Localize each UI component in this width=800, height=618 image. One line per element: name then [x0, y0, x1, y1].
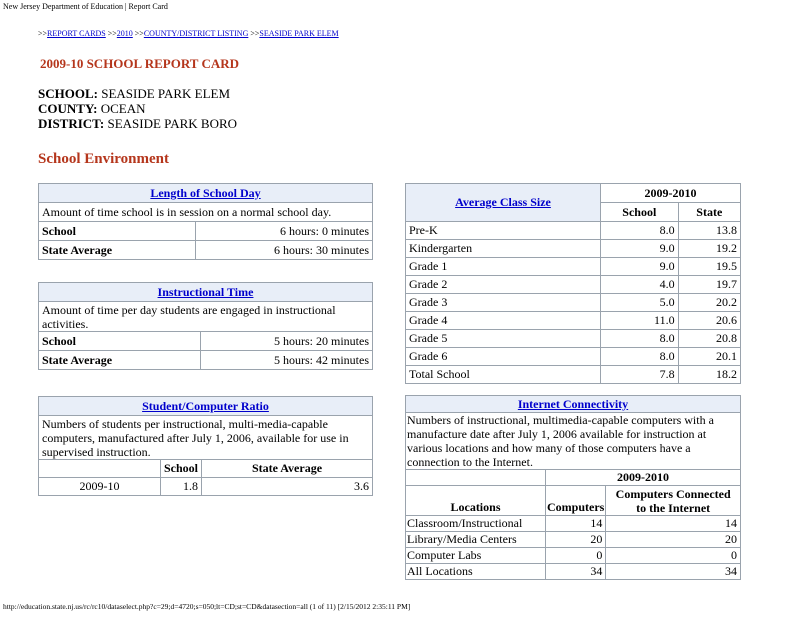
school-label: SCHOOL: [38, 86, 98, 101]
school-size: 8.0 [601, 330, 679, 348]
instructional-time-desc: Amount of time per day students are engaged in instructional activities. [39, 302, 373, 332]
district-label: DISTRICT: [38, 116, 105, 131]
computers-count: 34 [546, 564, 606, 580]
internet-desc: Numbers of instructional, multimedia-capable computers with a manufacture date after July 1, 2006 available for instruction at various locations and how many of those computers have a connection to the Internet. [406, 413, 741, 470]
state-size: 20.6 [678, 312, 740, 330]
breadcrumb-school[interactable]: SEASIDE PARK ELEM [259, 29, 339, 38]
row-label: School [39, 332, 201, 351]
connected-count: 20 [606, 532, 741, 548]
state-size: 13.8 [678, 222, 740, 240]
school-size: 8.0 [601, 222, 679, 240]
instructional-time-link[interactable]: Instructional Time [39, 283, 373, 302]
grade-label: Kindergarten [406, 240, 601, 258]
state-size: 19.5 [678, 258, 740, 276]
year-cell: 2009-10 [39, 478, 161, 496]
computers-count: 14 [546, 516, 606, 532]
connected-count: 34 [606, 564, 741, 580]
computers-count: 20 [546, 532, 606, 548]
location-label: All Locations [406, 564, 546, 580]
row-label: School [39, 222, 196, 241]
instructional-time-table [38, 282, 373, 370]
row-value: 6 hours: 30 minutes [196, 241, 373, 260]
grade-label: Grade 3 [406, 294, 601, 312]
col-state-average: State Average [202, 460, 373, 478]
county-label: COUNTY: [38, 101, 98, 116]
window-title: New Jersey Department of Education | Report Card [3, 2, 168, 11]
school-size: 9.0 [601, 240, 679, 258]
row-value: 5 hours: 42 minutes [201, 351, 373, 370]
length-of-day-link[interactable]: Length of School Day [39, 184, 373, 203]
state-size: 20.1 [678, 348, 740, 366]
col-locations: Locations [406, 486, 546, 516]
grade-label: Pre-K [406, 222, 601, 240]
breadcrumb-2010[interactable]: 2010 [116, 29, 133, 38]
class-size-table [405, 183, 741, 384]
school-info [38, 86, 237, 131]
school-ratio: 1.8 [161, 478, 202, 496]
row-value: 6 hours: 0 minutes [196, 222, 373, 241]
breadcrumb-report-cards[interactable]: REPORT CARDS [47, 29, 106, 38]
col-computers: Computers [546, 486, 606, 516]
internet-year: 2009-2010 [546, 470, 741, 486]
length-of-day-table [38, 183, 373, 260]
page-footer-url: http://education.state.nj.us/rc/rc10/dataselect.php?c=29;d=4720;s=050;lt=CD;st=CD&datasection=all (1 of 11) [2/15/2012 2:35:11 PM] [3, 602, 411, 611]
state-ratio: 3.6 [202, 478, 373, 496]
grade-label: Grade 4 [406, 312, 601, 330]
row-label: State Average [39, 351, 201, 370]
breadcrumb-county-district[interactable]: COUNTY/DISTRICT LISTING [143, 29, 249, 38]
county-value: OCEAN [100, 101, 146, 116]
breadcrumb [38, 29, 339, 38]
state-size: 19.2 [678, 240, 740, 258]
computer-ratio-link[interactable]: Student/Computer Ratio [39, 397, 373, 416]
row-value: 5 hours: 20 minutes [201, 332, 373, 351]
internet-link[interactable]: Internet Connectivity [406, 396, 741, 413]
school-size: 11.0 [601, 312, 679, 330]
col-connected: Computers Connected to the Internet [606, 486, 741, 516]
col-school: School [161, 460, 202, 478]
school-size: 7.8 [601, 366, 679, 384]
location-label: Library/Media Centers [406, 532, 546, 548]
internet-table [405, 395, 741, 580]
state-size: 19.7 [678, 276, 740, 294]
school-size: 4.0 [601, 276, 679, 294]
location-label: Computer Labs [406, 548, 546, 564]
computers-count: 0 [546, 548, 606, 564]
computer-ratio-desc: Numbers of students per instructional, multi-media-capable computers, manufactured after July 1, 2006, available for use in supervised instruction. [39, 416, 373, 460]
class-size-year: 2009-2010 [601, 184, 741, 203]
state-size: 20.8 [678, 330, 740, 348]
state-size: 20.2 [678, 294, 740, 312]
breadcrumb-sep: >> [248, 29, 260, 38]
breadcrumb-sep: >> [132, 29, 144, 38]
connected-count: 14 [606, 516, 741, 532]
school-value: SEASIDE PARK ELEM [101, 86, 231, 101]
computer-ratio-table [38, 396, 373, 496]
state-size: 18.2 [678, 366, 740, 384]
location-label: Classroom/Instructional [406, 516, 546, 532]
district-value: SEASIDE PARK BORO [107, 116, 238, 131]
section-title: School Environment [38, 151, 169, 167]
col-school: School [601, 203, 679, 222]
breadcrumb-sep: >> [38, 29, 48, 38]
school-size: 8.0 [601, 348, 679, 366]
length-of-day-desc: Amount of time school is in session on a normal school day. [39, 203, 373, 222]
empty-header [39, 460, 161, 478]
school-size: 5.0 [601, 294, 679, 312]
class-size-link[interactable]: Average Class Size [406, 184, 601, 222]
grade-label: Total School [406, 366, 601, 384]
breadcrumb-sep: >> [105, 29, 117, 38]
connected-count: 0 [606, 548, 741, 564]
col-state: State [678, 203, 740, 222]
report-title: 2009-10 SCHOOL REPORT CARD [40, 56, 240, 71]
grade-label: Grade 1 [406, 258, 601, 276]
row-label: State Average [39, 241, 196, 260]
grade-label: Grade 6 [406, 348, 601, 366]
empty-header [406, 470, 546, 486]
school-size: 9.0 [601, 258, 679, 276]
grade-label: Grade 5 [406, 330, 601, 348]
grade-label: Grade 2 [406, 276, 601, 294]
